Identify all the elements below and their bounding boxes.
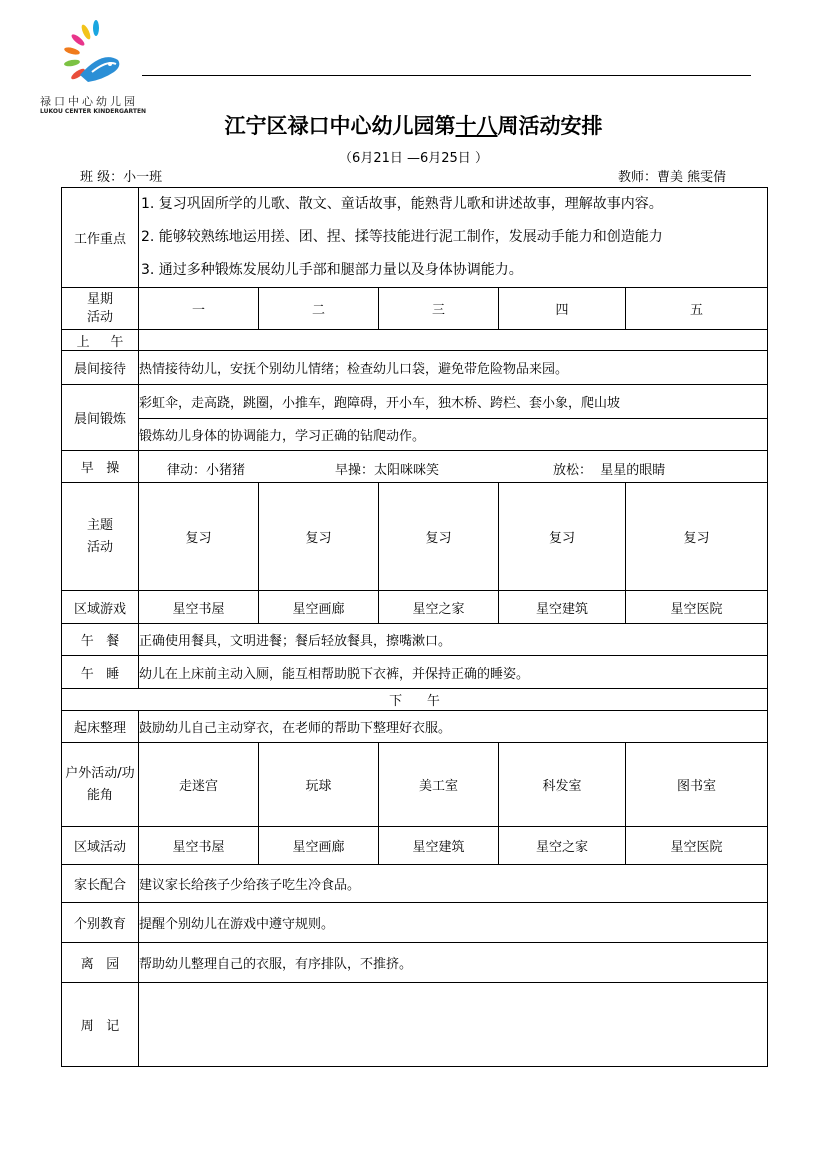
date-range: （6月21日 —6月25日 ） <box>339 151 488 166</box>
morning-exercise-row <box>62 451 768 483</box>
reception-label: 晨间接待 <box>62 351 139 385</box>
exercise-row-1 <box>62 385 768 419</box>
exercise-goal: 锻炼幼儿身体的协调能力，学习正确的钻爬动作。 <box>139 419 768 451</box>
logo-english-name: LUKOU CENTER KINDERGARTEN <box>40 108 147 115</box>
morning-exercise-relax: 放松： 星星的眼睛 <box>553 463 666 478</box>
title-prefix: 江宁区禄口中心幼儿园第 <box>224 113 456 138</box>
leave-row <box>62 943 768 983</box>
zone-activity-item: 星空之家 <box>499 827 626 865</box>
work-focus-row <box>62 188 768 288</box>
weekday-wed: 三 <box>379 288 499 330</box>
schedule-table <box>61 187 768 1067</box>
wake-row <box>62 711 768 743</box>
theme-item: 复习 <box>626 483 768 591</box>
work-focus-item: 3. 通过多种锻炼发展幼儿手部和腿部力量以及身体协调能力。 <box>141 262 523 278</box>
theme-item: 复习 <box>499 483 626 591</box>
weekday-thu: 四 <box>499 288 626 330</box>
zone-activity-item: 星空画廊 <box>259 827 379 865</box>
zone-game-item: 星空书屋 <box>139 591 259 624</box>
weekly-note-label: 周 记 <box>62 983 139 1067</box>
parent-row <box>62 865 768 903</box>
theme-label-bottom: 活动 <box>86 539 113 555</box>
lunch-row <box>62 624 768 656</box>
individual-label: 个别教育 <box>62 903 139 943</box>
weekly-note-row <box>62 983 768 1067</box>
theme-item: 复习 <box>139 483 259 591</box>
reception-row <box>62 351 768 385</box>
title-suffix: 周活动安排 <box>497 113 603 138</box>
weekday-header-top: 星期 <box>86 291 113 307</box>
afternoon-section-label: 下 午 <box>62 689 768 711</box>
leave-text: 帮助幼儿整理自己的衣服，有序排队，不推挤。 <box>139 943 768 983</box>
reception-text: 热情接待幼儿，安抚个别幼儿情绪；检查幼儿口袋，避免带危险物品来园。 <box>139 351 768 385</box>
parent-label: 家长配合 <box>62 865 139 903</box>
exercise-row-2 <box>62 419 768 451</box>
weekday-header-row <box>62 288 768 330</box>
theme-item: 复习 <box>379 483 499 591</box>
zone-activity-item: 星空医院 <box>626 827 768 865</box>
morning-exercise-rhythm: 律动：小猪猪 <box>167 463 246 478</box>
logo-chinese-name: 禄口中心幼儿园 <box>40 95 138 108</box>
weekly-note-content <box>139 983 768 1067</box>
exercise-activities: 彩虹伞，走高跷，跳圈，小推车，跑障碍，开小车，独木桥、跨栏、套小象，爬山坡 <box>139 385 768 419</box>
work-focus-item: 1. 复习巩固所学的儿歌、散文、童话故事，能熟背儿歌和讲述故事，理解故事内容。 <box>141 196 663 212</box>
weekday-header-bottom: 活动 <box>86 309 113 325</box>
lunch-label: 午 餐 <box>62 624 139 656</box>
zone-game-item: 星空建筑 <box>499 591 626 624</box>
class-label: 班 级：小一班 <box>80 170 163 185</box>
zone-activity-item: 星空书屋 <box>139 827 259 865</box>
morning-section-row <box>62 330 768 351</box>
nap-text: 幼儿在上床前主动入厕，能互相帮助脱下衣裤，并保持正确的睡姿。 <box>139 656 768 689</box>
morning-exercise-main: 早操：太阳咪咪笑 <box>335 463 440 478</box>
nap-label: 午 睡 <box>62 656 139 689</box>
zone-game-item: 星空医院 <box>626 591 768 624</box>
work-focus-content <box>139 188 768 288</box>
work-focus-label: 工作重点 <box>62 188 139 288</box>
outdoor-item: 图书室 <box>626 743 768 827</box>
title-week-number: 十八 <box>455 113 498 138</box>
theme-row <box>62 483 768 591</box>
zone-game-row <box>62 591 768 624</box>
work-focus-item: 2. 能够较熟练地运用搓、团、捏、揉等技能进行泥工制作，发展动手能力和创造能力 <box>141 229 663 245</box>
morning-exercise-content <box>139 451 768 483</box>
individual-text: 提醒个别幼儿在游戏中遵守规则。 <box>139 903 768 943</box>
zone-activity-label: 区域活动 <box>62 827 139 865</box>
morning-section-label: 上 午 <box>62 330 139 351</box>
teacher-label: 教师：曹美 熊雯倩 <box>618 170 727 185</box>
zone-activity-row <box>62 827 768 865</box>
outdoor-row <box>62 743 768 827</box>
afternoon-section-row <box>62 689 768 711</box>
zone-game-item: 星空之家 <box>379 591 499 624</box>
weekday-mon: 一 <box>139 288 259 330</box>
exercise-label: 晨间锻炼 <box>62 385 139 451</box>
individual-row <box>62 903 768 943</box>
theme-item: 复习 <box>259 483 379 591</box>
outdoor-item: 科发室 <box>499 743 626 827</box>
wake-label: 起床整理 <box>62 711 139 743</box>
weekday-header-cell <box>62 288 139 330</box>
zone-game-label: 区域游戏 <box>62 591 139 624</box>
zone-game-item: 星空画廊 <box>259 591 379 624</box>
lunch-text: 正确使用餐具，文明进餐；餐后轻放餐具，擦嘴漱口。 <box>139 624 768 656</box>
page-title <box>0 110 827 140</box>
weekday-tue: 二 <box>259 288 379 330</box>
header-divider <box>142 75 751 76</box>
leave-label: 离 园 <box>62 943 139 983</box>
zone-activity-item: 星空建筑 <box>379 827 499 865</box>
morning-exercise-label: 早 操 <box>62 451 139 483</box>
outdoor-label: 户外活动/功能角 <box>62 743 139 827</box>
outdoor-item: 走迷宫 <box>139 743 259 827</box>
weekday-fri: 五 <box>626 288 768 330</box>
outdoor-item: 玩球 <box>259 743 379 827</box>
morning-section-empty <box>139 330 768 351</box>
parent-text: 建议家长给孩子少给孩子吃生冷食品。 <box>139 865 768 903</box>
wake-text: 鼓励幼儿自己主动穿衣，在老师的帮助下整理好衣服。 <box>139 711 768 743</box>
outdoor-item: 美工室 <box>379 743 499 827</box>
nap-row <box>62 656 768 689</box>
theme-label-top: 主题 <box>86 517 113 533</box>
theme-label-cell <box>62 483 139 591</box>
